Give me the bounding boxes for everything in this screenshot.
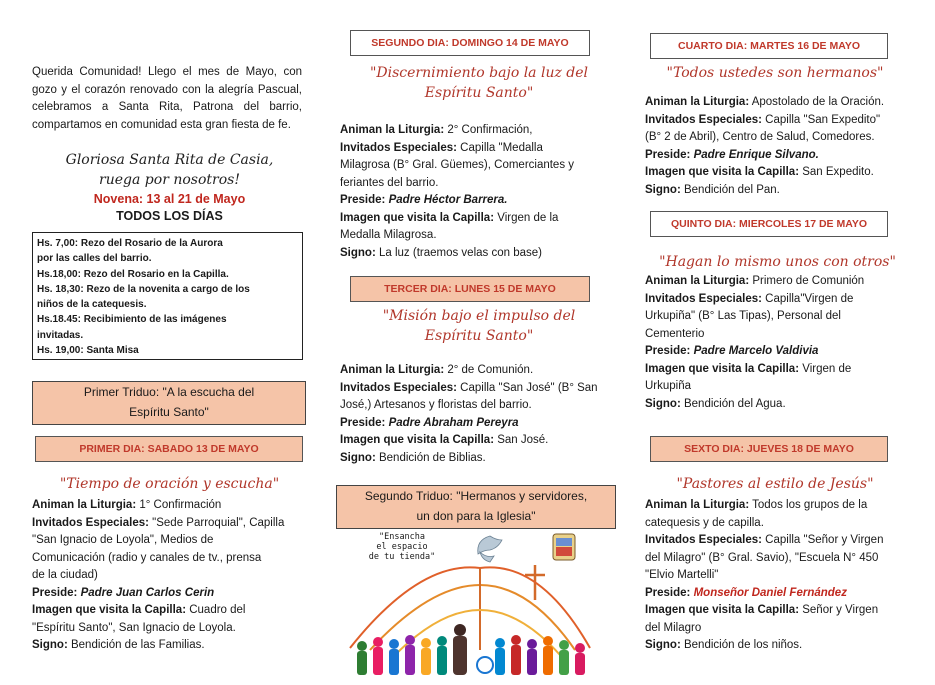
- day4-signo: Bendición del Pan.: [680, 183, 780, 196]
- label-animan: Animan la Liturgia:: [340, 364, 445, 376]
- day6-details: [645, 497, 915, 655]
- day1-invitados: "Sede Parroquial", Capilla: [148, 516, 285, 529]
- day3-animan: 2° de Comunión.: [444, 364, 534, 376]
- triduo1-line1: Primer Triduo: "A la escucha del: [83, 385, 255, 399]
- day6-motto: "Pastores al estilo de Jesús": [676, 476, 874, 492]
- day4-preside: Padre Enrique Silvano.: [690, 148, 819, 161]
- label-signo: Signo:: [340, 451, 376, 464]
- day4-animan: Apostolado de la Oración.: [749, 96, 885, 108]
- label-preside: Preside:: [32, 586, 78, 599]
- day3-invitados-b: José,) Artesanos y floristas del barrio.: [340, 399, 532, 411]
- schedule-line: Hs.18,00: Rezo del Rosario en la Capilla.: [37, 268, 229, 280]
- tent-illustration: [340, 530, 600, 680]
- label-imagen: Imagen que visita la Capilla:: [645, 166, 800, 178]
- day5-invitados: Capilla"Virgen de: [761, 292, 854, 305]
- day6-invitados: Capilla "Señor y Virgen: [761, 534, 884, 546]
- tent-lines: [350, 567, 590, 655]
- day1-invitados-d: de la ciudad): [32, 569, 98, 581]
- day5-header: QUINTO DIA: MIERCOLES 17 DE MAYO: [650, 211, 888, 237]
- day4-invitados-b: (B° 2 de Abril), Centro de Salud, Comedores.: [645, 131, 875, 143]
- caption-line: "Ensancha: [378, 532, 426, 542]
- people-figures: [357, 624, 585, 675]
- label-animan: Animan la Liturgia:: [32, 499, 137, 511]
- label-preside: Preside:: [645, 148, 691, 161]
- label-preside: Preside:: [340, 416, 386, 429]
- day2-invitados-c: feriantes del barrio.: [340, 176, 439, 189]
- todos-los-dias: TODOS LOS DÍAS: [116, 209, 223, 223]
- label-preside: Preside:: [645, 345, 691, 357]
- intro-script-2: ruega por nosotros!: [99, 172, 240, 188]
- day2-motto-1: "Discernimiento bajo la luz del: [369, 65, 589, 81]
- label-signo: Signo:: [645, 397, 681, 410]
- day5-imagen: Virgen de: [799, 362, 852, 375]
- day5-invitados-c: Cementerio: [645, 327, 705, 340]
- day2-motto-2: Espíritu Santo": [424, 85, 534, 101]
- label-invitados: Invitados Especiales:: [340, 141, 457, 154]
- label-animan: Animan la Liturgia:: [645, 275, 750, 287]
- day3-imagen: San José.: [494, 434, 549, 446]
- day6-header: SEXTO DIA: JUEVES 18 DE MAYO: [650, 436, 888, 462]
- label-invitados: Invitados Especiales:: [32, 516, 149, 529]
- day6-imagen-b: del Milagro: [645, 621, 702, 634]
- day1-header: PRIMER DIA: SABADO 13 DE MAYO: [35, 436, 303, 462]
- day2-imagen: Virgen de la: [494, 211, 559, 224]
- triduo1-line2: Espíritu Santo": [129, 405, 209, 419]
- day1-invitados-c: Comunicación (radio y canales de tv., prensa: [32, 551, 262, 564]
- daily-schedule: [32, 232, 303, 360]
- day4-imagen: San Expedito.: [799, 166, 874, 178]
- crest-icon: [553, 534, 575, 560]
- day1-preside: Padre Juan Carlos Cerin: [77, 586, 215, 599]
- label-invitados: Invitados Especiales:: [645, 534, 762, 546]
- label-preside: Preside:: [645, 586, 691, 599]
- label-imagen: Imagen que visita la Capilla:: [340, 211, 495, 224]
- day2-invitados: Capilla "Medalla: [456, 141, 543, 154]
- day1-signo: Bendición de las Familias.: [67, 639, 205, 651]
- label-animan: Animan la Liturgia:: [645, 499, 750, 511]
- day5-preside: Padre Marcelo Valdivia: [690, 345, 819, 357]
- day6-preside: Monseñor Daniel Fernández: [690, 586, 847, 599]
- day5-motto: "Hagan lo mismo unos con otros": [659, 254, 896, 270]
- schedule-line: Hs.18.45: Recibimiento de las imágenes: [37, 314, 227, 326]
- label-preside: Preside:: [340, 194, 386, 206]
- day3-header: TERCER DIA: LUNES 15 DE MAYO: [350, 276, 590, 302]
- novena-dates: Novena: 13 al 21 de Mayo: [93, 192, 246, 206]
- day5-signo: Bendición del Agua.: [680, 397, 786, 410]
- day1-imagen-b: "Espíritu Santo", San Ignacio de Loyola.: [32, 621, 236, 634]
- day1-motto: "Tiempo de oración y escucha": [59, 476, 280, 492]
- illustration-caption: [362, 532, 442, 562]
- caption-line: de tu tienda": [368, 552, 436, 562]
- label-signo: Signo:: [645, 183, 681, 196]
- schedule-line: niños de la catequesis.: [37, 299, 147, 311]
- day4-details: [645, 94, 910, 199]
- day5-invitados-b: Urkupiña" (B° Las Tipas), Personal del: [645, 310, 841, 322]
- label-signo: Signo:: [32, 639, 68, 651]
- day6-invitados-b: del Milagro" (B° Gral. Savio), "Escuela N° 450: [645, 551, 879, 564]
- segundo-triduo-box: [336, 485, 616, 529]
- intro-script-1: Gloriosa Santa Rita de Casia,: [65, 152, 274, 168]
- day6-imagen: Señor y Virgen: [799, 604, 879, 616]
- day6-signo: Bendición de los niños.: [680, 639, 803, 651]
- label-imagen: Imagen que visita la Capilla:: [645, 604, 800, 616]
- triduo2-line2: un don para la Iglesia": [416, 509, 536, 523]
- schedule-line: Hs. 7,00: Rezo del Rosario de la Aurora: [37, 238, 223, 249]
- label-invitados: Invitados Especiales:: [645, 113, 762, 126]
- day1-imagen: Cuadro del: [186, 604, 246, 616]
- day3-details: [340, 362, 625, 467]
- label-imagen: Imagen que visita la Capilla:: [340, 434, 495, 446]
- day2-preside: Padre Héctor Barrera.: [385, 194, 508, 206]
- day4-motto: "Todos ustedes son hermanos": [666, 65, 884, 81]
- day5-animan: Primero de Comunión: [749, 275, 865, 287]
- primer-triduo-box: [32, 381, 306, 425]
- day1-invitados-b: "San Ignacio de Loyola", Medios de: [32, 534, 214, 546]
- intro-paragraph: Querida Comunidad! Llego el mes de Mayo, con gozo y el corazón renovado con la alegría Pascual, celebramos a Santa Rita, Patrona del barrio, compartamos en comunidad esta gran fiesta de fe.: [32, 66, 302, 131]
- caption-line: el espacio: [376, 542, 428, 552]
- label-imagen: Imagen que visita la Capilla:: [645, 362, 800, 375]
- schedule-line: Hs. 19,00: Santa Misa: [37, 345, 139, 357]
- schedule-line: invitadas.: [37, 329, 84, 341]
- schedule-line: Hs. 18,30: Rezo de la novenita a cargo de los: [37, 283, 250, 295]
- dove-icon: [478, 536, 502, 562]
- day2-header: SEGUNDO DIA: DOMINGO 14 DE MAYO: [350, 30, 590, 56]
- triduo2-line1: Segundo Triduo: "Hermanos y servidores,: [364, 489, 588, 503]
- day5-details: [645, 273, 910, 413]
- label-animan: Animan la Liturgia:: [340, 124, 445, 136]
- day2-imagen-b: Medalla Milagrosa.: [340, 229, 437, 241]
- day4-invitados: Capilla "San Expedito": [761, 113, 881, 126]
- schedule-line: por las calles del barrio.: [37, 253, 152, 265]
- label-signo: Signo:: [340, 246, 376, 259]
- day5-imagen-b: Urkupiña: [645, 380, 692, 392]
- day6-animan-b: catequesis y de capilla.: [645, 516, 764, 529]
- day2-details: [340, 122, 625, 262]
- day3-preside: Padre Abraham Pereyra: [385, 416, 519, 429]
- label-invitados: Invitados Especiales:: [340, 381, 457, 394]
- label-animan: Animan la Liturgia:: [645, 96, 750, 108]
- day3-motto-2: Espíritu Santo": [424, 328, 534, 344]
- day2-animan: 2° Confirmación,: [444, 124, 533, 136]
- label-signo: Signo:: [645, 639, 681, 651]
- day3-invitados: Capilla "San José" (B° San: [456, 381, 598, 394]
- day6-animan: Todos los grupos de la: [749, 499, 868, 511]
- label-imagen: Imagen que visita la Capilla:: [32, 604, 187, 616]
- day2-invitados-b: Milagrosa (B° Gral. Güemes), Comerciantes y: [340, 159, 575, 171]
- day1-details: [32, 497, 312, 655]
- day6-invitados-c: "Elvio Martelli": [645, 569, 719, 581]
- day1-animan: 1° Confirmación: [136, 499, 222, 511]
- day3-motto-1: "Misión bajo el impulso del: [382, 308, 576, 324]
- day2-signo: La luz (traemos velas con base): [375, 246, 542, 259]
- day4-header: CUARTO DIA: MARTES 16 DE MAYO: [650, 33, 888, 59]
- day3-signo: Bendición de Biblias.: [375, 451, 486, 464]
- label-invitados: Invitados Especiales:: [645, 292, 762, 305]
